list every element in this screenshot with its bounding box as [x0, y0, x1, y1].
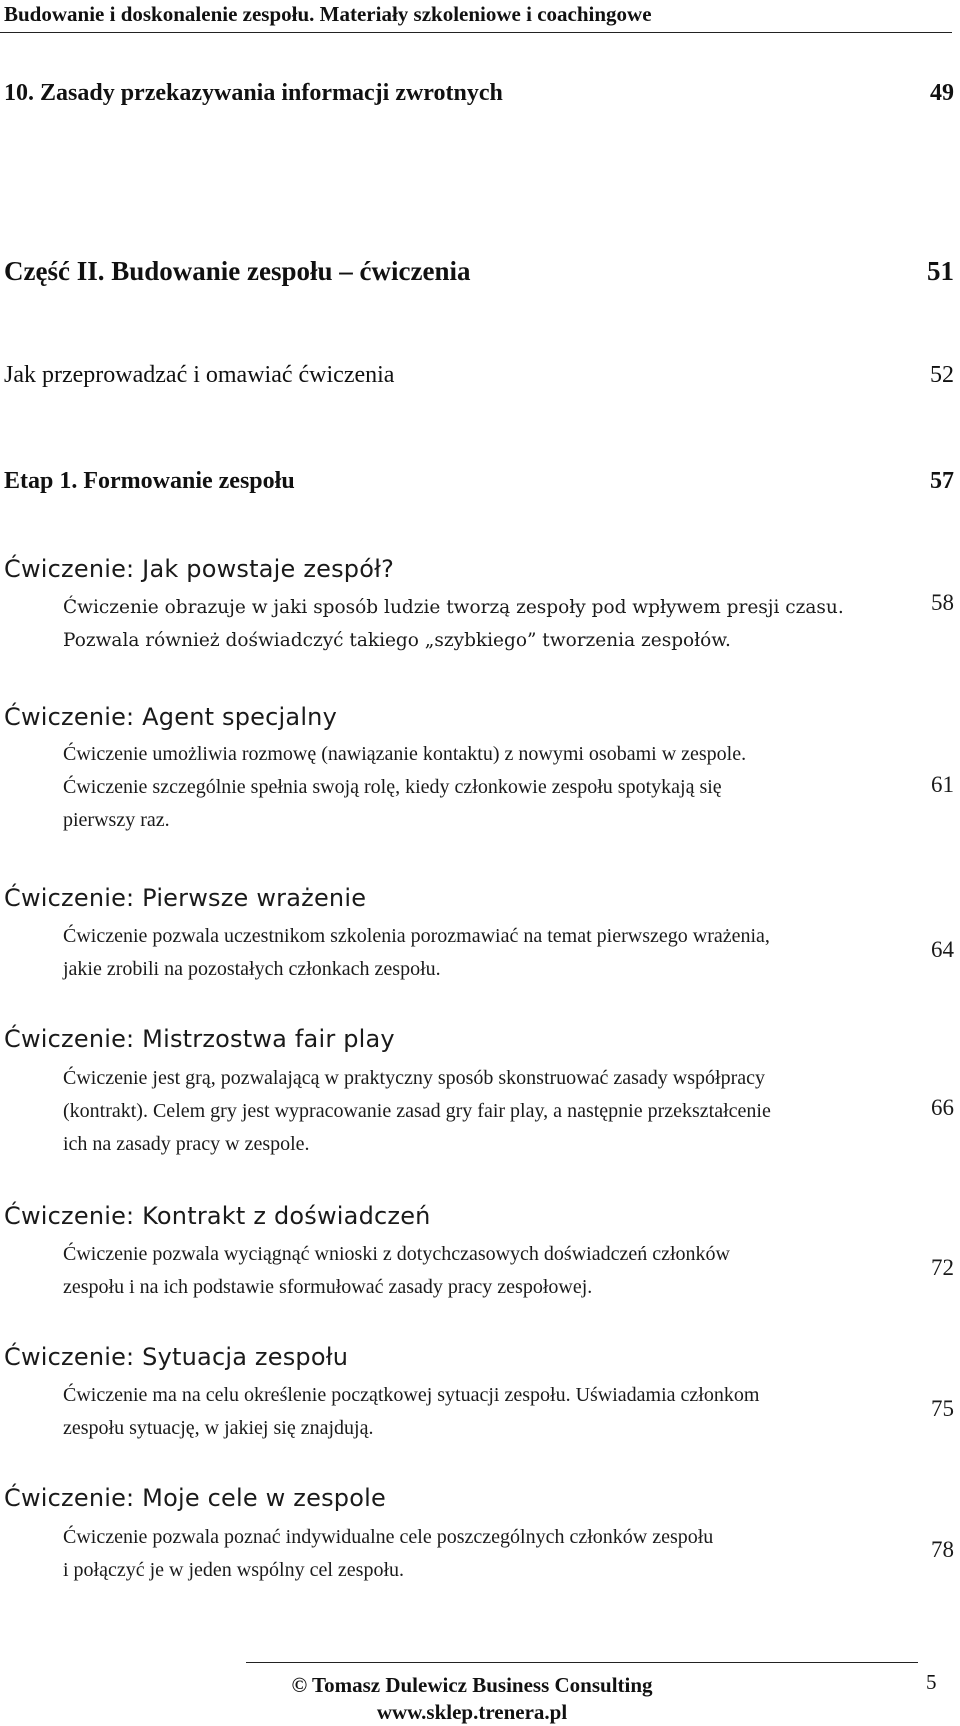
exercise-description — [63, 1062, 883, 1161]
exercise-page: 64 — [931, 937, 954, 962]
exercise-description — [63, 738, 883, 837]
exercise-description-line: Ćwiczenie pozwala wyciągnąć wnioski z dotychczasowych doświadczeń członków — [63, 1243, 730, 1265]
exercise-description-line: Ćwiczenie jest grą, pozwalającą w praktyczny sposób skonstruować zasady współpracy — [63, 1067, 765, 1089]
exercise-title: Ćwiczenie: Moje cele w zespole — [4, 1484, 386, 1512]
toc-entry-howto-page: 52 — [930, 362, 954, 388]
exercise-title: Ćwiczenie: Sytuacja zespołu — [4, 1343, 349, 1371]
exercise-description — [63, 591, 883, 657]
toc-entry-part2-page: 51 — [927, 256, 954, 286]
toc-entry-stage1-title: Etap 1. Formowanie zespołu — [4, 468, 295, 494]
footer-rule — [246, 1662, 918, 1663]
exercise-page: 61 — [931, 772, 954, 797]
exercise-description — [63, 920, 883, 986]
exercise-page: 72 — [931, 1255, 954, 1280]
exercise-description-line: ich na zasady pracy w zespole. — [63, 1133, 310, 1155]
header-title: Budowanie i doskonalenie zespołu. Materiały szkoleniowe i coachingowe — [4, 2, 652, 26]
page-number: 5 — [926, 1670, 937, 1694]
exercise-title: Ćwiczenie: Kontrakt z doświadczeń — [4, 1202, 431, 1230]
exercise-description-line: Ćwiczenie ma na celu określenie początkowej sytuacji zespołu. Uświadamia członkom — [63, 1384, 760, 1406]
footer-copyright: © Tomasz Dulewicz Business Consulting — [291, 1673, 653, 1697]
toc-entry-part2-title: Część II. Budowanie zespołu – ćwiczenia — [4, 256, 471, 286]
exercise-page: 66 — [931, 1095, 954, 1120]
toc-entry-howto-title: Jak przeprowadzać i omawiać ćwiczenia — [4, 362, 395, 388]
exercise-description-line: Pozwala również doświadczyć takiego „szybkiego” tworzenia zespołów. — [63, 630, 731, 651]
exercise-page: 58 — [931, 590, 954, 615]
exercise-page: 75 — [931, 1396, 954, 1421]
exercise-description-line: zespołu i na ich podstawie sformułować zasady pracy zespołowej. — [63, 1276, 593, 1298]
running-header — [0, 0, 952, 33]
exercise-description-line: jakie zrobili na pozostałych członkach zespołu. — [63, 958, 441, 980]
exercise-description-line: Ćwiczenie szczególnie spełnia swoją rolę, kiedy członkowie zespołu spotykają się — [63, 776, 722, 798]
exercise-title: Ćwiczenie: Pierwsze wrażenie — [4, 884, 367, 912]
exercise-title: Ćwiczenie: Jak powstaje zespół? — [4, 555, 395, 583]
exercise-description-line: pierwszy raz. — [63, 809, 170, 831]
exercise-description-line: Ćwiczenie umożliwia rozmowę (nawiązanie kontaktu) z nowymi osobami w zespole. — [63, 743, 747, 765]
exercise-title: Ćwiczenie: Agent specjalny — [4, 703, 337, 731]
toc-entry-chapter10-title: 10. Zasady przekazywania informacji zwrotnych — [4, 80, 503, 106]
exercise-description-line: Ćwiczenie pozwala poznać indywidualne cele poszczególnych członków zespołu — [63, 1526, 714, 1548]
exercise-description-line: zespołu sytuację, w jakiej się znajdują. — [63, 1417, 374, 1439]
exercise-description — [63, 1379, 883, 1445]
footer-url[interactable]: www.sklep.trenera.pl — [376, 1700, 568, 1724]
toc-entry-chapter10-page: 49 — [930, 80, 954, 106]
exercise-description-line: Ćwiczenie obrazuje w jaki sposób ludzie tworzą zespoły pod wpływem presji czasu. — [63, 597, 844, 618]
exercise-page: 78 — [931, 1537, 954, 1562]
exercise-description-line: i połączyć je w jeden wspólny cel zespołu. — [63, 1559, 404, 1581]
exercise-description — [63, 1521, 883, 1587]
exercise-title: Ćwiczenie: Mistrzostwa fair play — [4, 1025, 395, 1053]
toc-entry-stage1-page: 57 — [930, 468, 954, 494]
exercise-description-line: (kontrakt). Celem gry jest wypracowanie zasad gry fair play, a następnie przekształcenie — [63, 1100, 771, 1122]
exercise-description-line: Ćwiczenie pozwala uczestnikom szkolenia porozmawiać na temat pierwszego wrażenia, — [63, 925, 770, 947]
exercise-description — [63, 1238, 883, 1304]
